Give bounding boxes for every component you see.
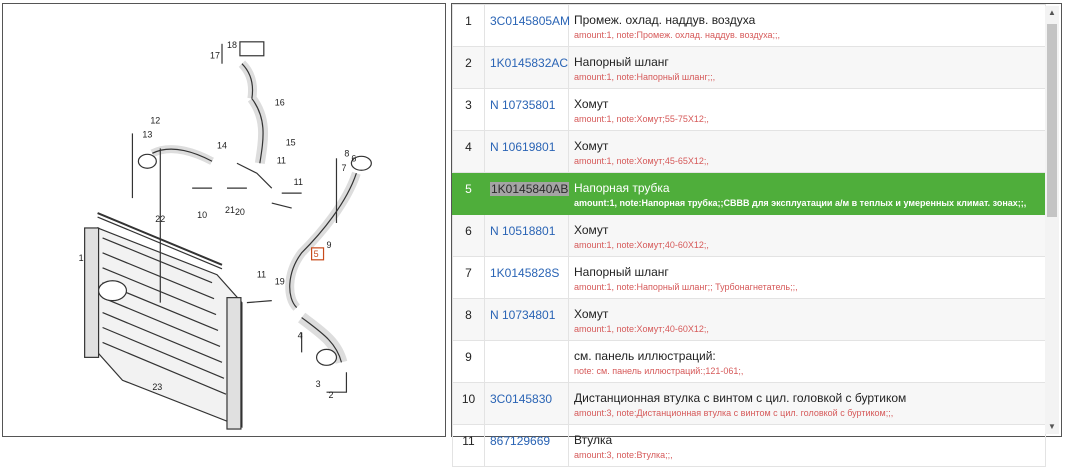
part-note: amount:1, note:Промеж. охлад. наддув. воздуха;;, xyxy=(574,30,780,40)
part-code-cell xyxy=(485,257,569,299)
parts-table-row[interactable] xyxy=(453,257,1046,299)
part-description-cell xyxy=(569,341,1046,383)
part-description-cell xyxy=(569,5,1046,47)
part-position-number: 7 xyxy=(453,257,485,299)
part-note: amount:1, note:Напорный шланг;;, xyxy=(574,72,716,82)
callout-15: 15 xyxy=(285,137,296,148)
part-description-cell xyxy=(569,215,1046,257)
callout-3: 3 xyxy=(315,379,321,390)
callout-14: 14 xyxy=(217,140,227,151)
part-description-cell xyxy=(569,47,1046,89)
part-note: amount:3, note:Втулка;;, xyxy=(574,450,673,460)
part-position-number: 10 xyxy=(453,383,485,425)
part-position-number: 9 xyxy=(453,341,485,383)
callout-8: 8 xyxy=(344,148,350,159)
callout-12: 12 xyxy=(150,115,161,126)
scroll-up-icon[interactable]: ▲ xyxy=(1048,8,1056,17)
callout-20: 20 xyxy=(234,207,245,218)
part-note: amount:1, note:Хомут;55-75X12;, xyxy=(574,114,709,124)
part-title: Напорный шланг xyxy=(574,265,669,279)
part-title: Хомут xyxy=(574,307,609,321)
part-note: amount:1, note:Хомут;40-60X12;, xyxy=(574,240,709,250)
part-code-cell xyxy=(485,215,569,257)
callout-10: 10 xyxy=(197,210,208,221)
callout-22: 22 xyxy=(155,213,166,224)
parts-list-panel xyxy=(451,3,1062,460)
part-title: Хомут xyxy=(574,97,609,111)
part-code-cell xyxy=(485,5,569,47)
callout-18: 18 xyxy=(226,39,237,50)
part-note: note: см. панель иллюстраций:;121-061;, xyxy=(574,366,744,376)
part-note: amount:1, note:Напорная трубка;;СВВВ для эксплуатации а/м в теплых и умеренных климат. зонах;;, xyxy=(574,198,1027,208)
callout-13: 13 xyxy=(142,129,153,140)
part-description-cell xyxy=(569,131,1046,173)
parts-diagram-panel xyxy=(2,3,446,437)
part-title: Втулка xyxy=(574,433,613,447)
part-title: Напорный шланг xyxy=(574,55,669,69)
part-position-number: 5 xyxy=(453,173,485,215)
part-code-cell xyxy=(485,341,569,383)
callout-11b: 11 xyxy=(256,269,267,280)
callout-1: 1 xyxy=(78,252,84,263)
parts-table-row[interactable] xyxy=(453,173,1046,215)
vertical-scrollbar[interactable] xyxy=(1045,6,1059,434)
callout-11c: 11 xyxy=(293,177,303,188)
parts-table-row[interactable] xyxy=(453,425,1046,467)
callout-7: 7 xyxy=(341,163,347,174)
callout-17: 17 xyxy=(210,50,221,61)
callout-19: 19 xyxy=(274,276,285,287)
callout-4: 4 xyxy=(297,330,303,341)
callout-21: 21 xyxy=(224,205,235,216)
parts-table-row[interactable] xyxy=(453,383,1046,425)
parts-table-row[interactable] xyxy=(453,5,1046,47)
callout-5: 5 xyxy=(313,248,319,259)
callout-11a: 11 xyxy=(276,155,287,166)
callout-16: 16 xyxy=(274,97,285,108)
part-description-cell xyxy=(569,89,1046,131)
part-code-link[interactable]: 3C0145830 xyxy=(490,392,553,406)
part-code-link[interactable]: N 10734801 xyxy=(490,308,556,322)
part-title: Промеж. охлад. наддув. воздуха xyxy=(574,13,756,27)
parts-table-row[interactable] xyxy=(453,47,1046,89)
part-code-cell xyxy=(485,47,569,89)
part-position-number: 3 xyxy=(453,89,485,131)
part-code-link[interactable]: N 10518801 xyxy=(490,224,556,238)
part-title: Хомут xyxy=(574,223,609,237)
parts-table-row[interactable] xyxy=(453,341,1046,383)
part-code-cell xyxy=(485,131,569,173)
part-note: amount:1, note:Напорный шланг;; Турбонагнетатель;;, xyxy=(574,282,798,292)
callout-23: 23 xyxy=(152,382,163,393)
part-code-link[interactable]: 867129669 xyxy=(490,434,551,448)
part-position-number: 4 xyxy=(453,131,485,173)
part-description-cell xyxy=(569,299,1046,341)
part-code-link[interactable]: 1K0145840AB xyxy=(491,182,569,196)
part-position-number: 1 xyxy=(453,5,485,47)
part-title: Хомут xyxy=(574,139,609,153)
part-note: amount:3, note:Дистанционная втулка с винтом с цил. головкой с буртиком;;, xyxy=(574,408,894,418)
part-position-number: 8 xyxy=(453,299,485,341)
part-description-cell xyxy=(569,257,1046,299)
part-note: amount:1, note:Хомут;45-65X12;, xyxy=(574,156,709,166)
part-code-cell xyxy=(485,173,569,215)
part-title: Напорная трубка xyxy=(574,181,670,195)
part-title: Дистанционная втулка с винтом с цил. головкой с буртиком xyxy=(574,391,907,405)
part-code-cell xyxy=(485,299,569,341)
part-code-link[interactable]: N 10619801 xyxy=(490,140,556,154)
parts-table-row[interactable] xyxy=(453,131,1046,173)
part-position-number: 6 xyxy=(453,215,485,257)
callout-9: 9 xyxy=(326,239,332,250)
callout-6: 6 xyxy=(351,153,357,164)
part-description-cell xyxy=(569,173,1046,215)
parts-table-row[interactable] xyxy=(453,215,1046,257)
part-code-link[interactable]: 3C0145805AM xyxy=(490,14,571,28)
parts-diagram[interactable] xyxy=(3,4,445,436)
parts-table-row[interactable] xyxy=(453,89,1046,131)
part-description-cell xyxy=(569,383,1046,425)
part-position-number: 11 xyxy=(453,425,485,467)
part-code-cell xyxy=(485,383,569,425)
part-code-cell xyxy=(485,89,569,131)
part-position-number: 2 xyxy=(453,47,485,89)
part-code-cell xyxy=(485,425,569,467)
callout-2: 2 xyxy=(328,390,334,401)
part-description-cell xyxy=(569,425,1046,467)
scroll-thumb[interactable] xyxy=(1047,24,1057,217)
scroll-down-icon[interactable]: ▼ xyxy=(1048,422,1056,431)
part-title: см. панель иллюстраций: xyxy=(574,349,716,363)
part-code-link[interactable]: 1K0145832AC xyxy=(490,56,569,70)
parts-table xyxy=(452,4,1046,467)
parts-table-row[interactable] xyxy=(453,299,1046,341)
part-code-link[interactable]: N 10735801 xyxy=(490,98,556,112)
part-code-link[interactable]: 1K0145828S xyxy=(490,266,560,280)
part-note: amount:1, note:Хомут;40-60X12;, xyxy=(574,324,709,334)
